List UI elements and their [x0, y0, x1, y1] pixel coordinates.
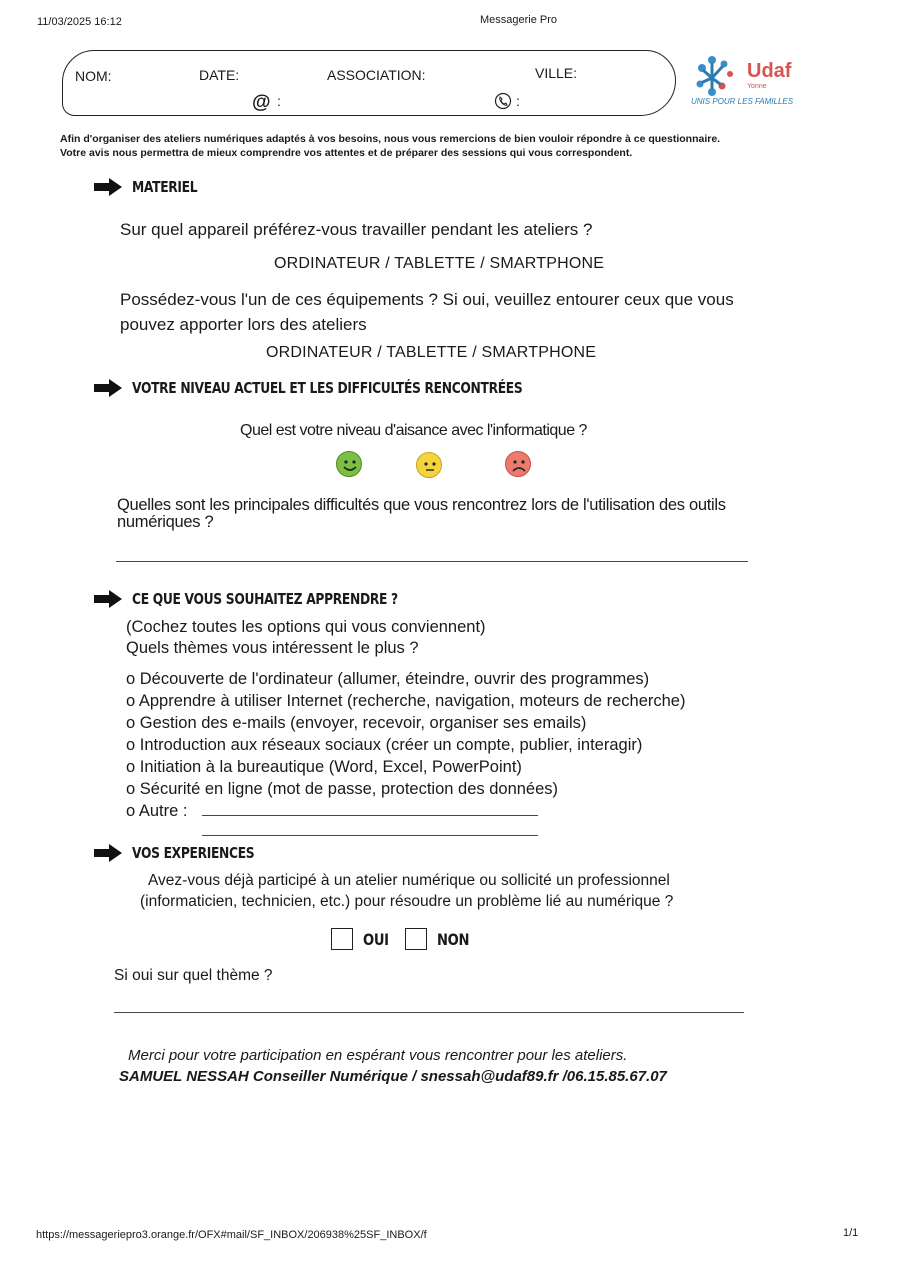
question-aisance: Quel est votre niveau d'aisance avec l'informatique ?	[240, 422, 587, 439]
question-experience-line2: (informaticien, technicien, etc.) pour résoudre un problème lié au numérique ?	[140, 893, 674, 910]
question-difficultes	[117, 497, 726, 531]
question-equipment-line1: Possédez-vous l'un de ces équipements ? Si oui, veuillez entourer ceux que vous	[120, 290, 734, 309]
autre-answer-line-1[interactable]	[202, 815, 538, 816]
autre-answer-line-2[interactable]	[202, 835, 538, 836]
phone-icon	[494, 92, 512, 115]
intro-text	[60, 132, 820, 160]
question-equipment-line2: pouvez apporter lors des ateliers	[120, 315, 367, 334]
oui-label: OUI	[363, 929, 389, 949]
difficultes-answer-line[interactable]	[116, 561, 748, 562]
section-title: MATERIEL	[132, 178, 198, 196]
theme-option[interactable]: o Gestion des e-mails (envoyer, recevoir, organiser ses emails)	[126, 714, 587, 732]
arrow-right-icon	[94, 590, 122, 608]
email-colon: :	[277, 93, 281, 109]
arrow-right-icon	[94, 844, 122, 862]
arrow-right-icon	[94, 379, 122, 397]
arrow-right-icon	[94, 178, 122, 196]
apprendre-instructions	[126, 617, 486, 659]
section-niveau	[94, 379, 608, 397]
theme-option[interactable]: o Introduction aux réseaux sociaux (créer un compte, publier, interagir)	[126, 736, 643, 754]
email-icon: @	[252, 92, 271, 113]
app-title: Messagerie Pro	[480, 14, 558, 26]
identity-box	[62, 50, 676, 116]
theme-option[interactable]: o Sécurité en ligne (mot de passe, protection des données)	[126, 780, 559, 798]
section-title: VOS EXPERIENCES	[132, 844, 255, 862]
logo-tagline: UNIS POUR LES FAMILLES	[691, 97, 794, 106]
question-difficultes-line1: Quelles sont les principales difficultés que vous rencontrez lors de l'utilisation des outils	[117, 496, 726, 514]
theme-answer-line[interactable]	[114, 1012, 744, 1013]
oui-checkbox[interactable]	[331, 928, 353, 950]
section-title: VOTRE NIVEAU ACTUEL ET LES DIFFICULTÉS RENCONTRÉES	[132, 379, 523, 397]
happy-face-icon[interactable]	[336, 451, 362, 477]
logo-sub: Yonne	[747, 83, 767, 90]
print-datetime: 11/03/2025 16:12	[37, 16, 122, 28]
contact-text: SAMUEL NESSAH Conseiller Numérique / snessah@udaf89.fr /06.15.85.67.07	[119, 1068, 667, 1085]
date-label: DATE:	[199, 67, 240, 83]
apprendre-sub-2: Quels thèmes vous intéressent le plus ?	[126, 639, 419, 657]
section-title: CE QUE VOUS SOUHAITEZ APPRENDRE ?	[132, 590, 398, 608]
equipment-options: ORDINATEUR / TABLETTE / SMARTPHONE	[266, 344, 597, 361]
theme-option[interactable]: o Apprendre à utiliser Internet (recherche, navigation, moteurs de recherche)	[126, 692, 686, 710]
section-apprendre	[94, 590, 456, 608]
theme-option[interactable]: o Découverte de l'ordinateur (allumer, éteindre, ouvrir des programmes)	[126, 670, 650, 688]
intro-line-1: Afin d'organiser des ateliers numériques adaptés à vos besoins, nous vous remercions de bien vouloir répondre à ce questionnaire.	[60, 133, 721, 145]
theme-option-autre[interactable]: o Autre :	[126, 802, 188, 820]
ville-label: VILLE:	[535, 65, 578, 81]
question-device: Sur quel appareil préférez-vous travailler pendant les ateliers ?	[120, 220, 593, 239]
non-checkbox[interactable]	[405, 928, 427, 950]
neutral-face-icon[interactable]	[416, 452, 442, 478]
thanks-text: Merci pour votre participation en espérant vous rencontrer pour les ateliers.	[128, 1047, 628, 1064]
apprendre-sub-1: (Cochez toutes les options qui vous conviennent)	[126, 618, 486, 636]
non-choice	[405, 928, 476, 950]
question-experience-line1: Avez-vous déjà participé à un atelier numérique ou sollicité un professionnel	[148, 872, 670, 889]
logo-name: Udaf	[747, 60, 792, 82]
themes-list	[126, 668, 685, 822]
theme-option[interactable]: o Initiation à la bureautique (Word, Excel, PowerPoint)	[126, 758, 522, 776]
association-label: ASSOCIATION:	[327, 67, 426, 83]
sad-face-icon[interactable]	[505, 451, 531, 477]
oui-non-choice	[331, 928, 394, 950]
question-difficultes-line2: numériques ?	[117, 513, 214, 531]
nom-label: NOM:	[75, 68, 112, 84]
intro-line-2: Votre avis nous permettra de mieux comprendre vos attentes et de préparer des sessions qui vous correspondent.	[60, 147, 633, 159]
section-materiel	[94, 178, 212, 196]
device-options: ORDINATEUR / TABLETTE / SMARTPHONE	[274, 255, 605, 272]
phone-colon: :	[516, 93, 520, 109]
page-url: https://messageriepro3.orange.fr/OFX#mail/SF_INBOX/206938%25SF_INBOX/f	[36, 1229, 427, 1241]
section-experiences	[94, 844, 281, 862]
non-label: NON	[437, 929, 470, 949]
page-number: 1/1	[843, 1227, 859, 1239]
question-theme: Si oui sur quel thème ?	[114, 967, 273, 984]
